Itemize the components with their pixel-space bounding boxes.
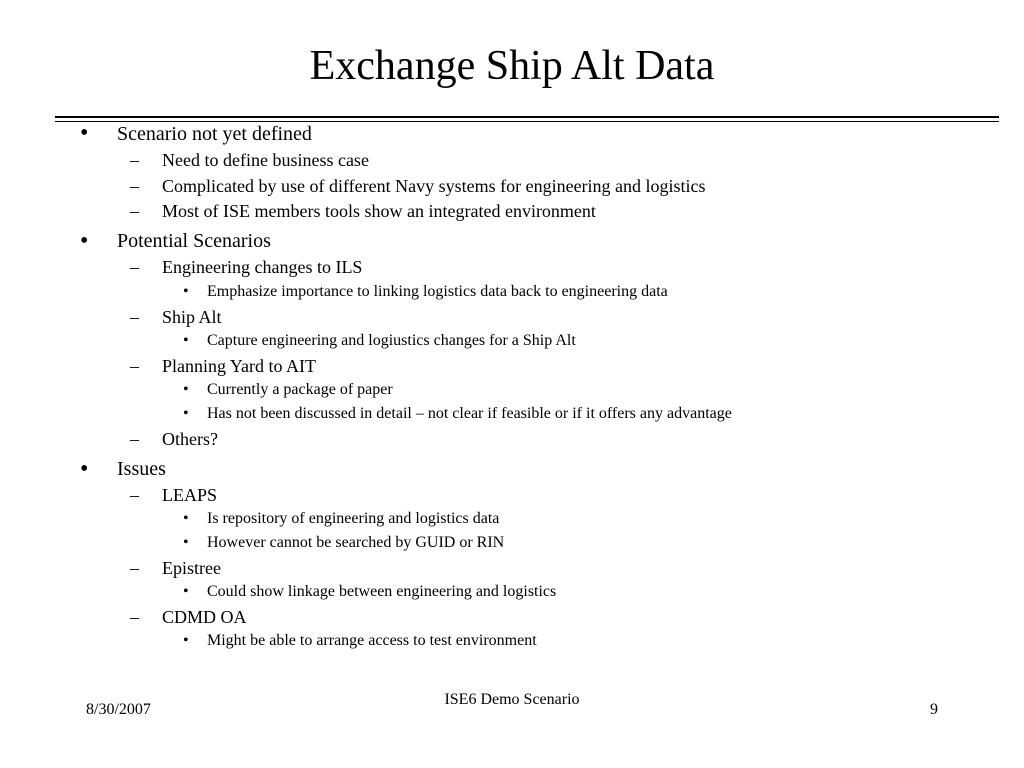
footer-title: ISE6 Demo Scenario xyxy=(444,691,580,708)
outline-item-level1: Potential Scenarios xyxy=(117,230,271,252)
sub-bullet-marker: • xyxy=(183,632,189,649)
outline-item-level3: Could show linkage between engineering and logistics xyxy=(207,583,557,600)
sub-bullet-marker: • xyxy=(183,510,189,527)
outline-item-level3: Might be able to arrange access to test environment xyxy=(207,632,537,649)
sub-bullet-marker: • xyxy=(183,332,189,349)
outline-item-level3: Capture engineering and logiustics changes for a Ship Alt xyxy=(207,332,576,349)
outline-item-level2: Engineering changes to ILS xyxy=(162,257,363,277)
dash-marker: – xyxy=(130,356,139,376)
outline-item-level3: Has not been discussed in detail – not clear if feasible or if it offers any advantage xyxy=(207,405,732,422)
bullet-marker: • xyxy=(80,456,89,482)
outline-item-level1: Scenario not yet defined xyxy=(117,123,312,145)
outline-item-level2: Ship Alt xyxy=(162,307,222,327)
sub-bullet-marker: • xyxy=(183,283,189,300)
sub-bullet-marker: • xyxy=(183,534,189,551)
outline-item-level3: However cannot be searched by GUID or RIN xyxy=(207,534,505,551)
outline-item-level3: Is repository of engineering and logistics data xyxy=(207,510,500,527)
dash-marker: – xyxy=(130,485,139,505)
sub-bullet-marker: • xyxy=(183,405,189,422)
outline-item-level2: Planning Yard to AIT xyxy=(162,356,317,376)
dash-marker: – xyxy=(130,558,139,578)
dash-marker: – xyxy=(130,607,139,627)
bullet-marker: • xyxy=(80,120,89,146)
bullet-marker: • xyxy=(80,228,89,254)
outline-item-level3: Emphasize importance to linking logistics data back to engineering data xyxy=(207,283,668,300)
footer-date: 8/30/2007 xyxy=(86,701,151,718)
slide-title: Exchange Ship Alt Data xyxy=(309,43,715,89)
dash-marker: – xyxy=(130,176,139,196)
dash-marker: – xyxy=(130,307,139,327)
sub-bullet-marker: • xyxy=(183,583,189,600)
sub-bullet-marker: • xyxy=(183,381,189,398)
outline-item-level1: Issues xyxy=(117,458,166,480)
outline-item-level2: Others? xyxy=(162,429,218,449)
outline-item-level2: Complicated by use of different Navy systems for engineering and logistics xyxy=(162,176,706,196)
outline-item-level3: Currently a package of paper xyxy=(207,381,393,398)
dash-marker: – xyxy=(130,429,139,449)
outline-item-level2: Need to define business case xyxy=(162,150,369,170)
outline-item-level2: Epistree xyxy=(162,558,221,578)
dash-marker: – xyxy=(130,150,139,170)
outline-item-level2: CDMD OA xyxy=(162,607,247,627)
outline-item-level2: Most of ISE members tools show an integrated environment xyxy=(162,201,596,221)
page-number: 9 xyxy=(930,701,938,718)
dash-marker: – xyxy=(130,257,139,277)
dash-marker: – xyxy=(130,201,139,221)
outline-item-level2: LEAPS xyxy=(162,485,218,505)
